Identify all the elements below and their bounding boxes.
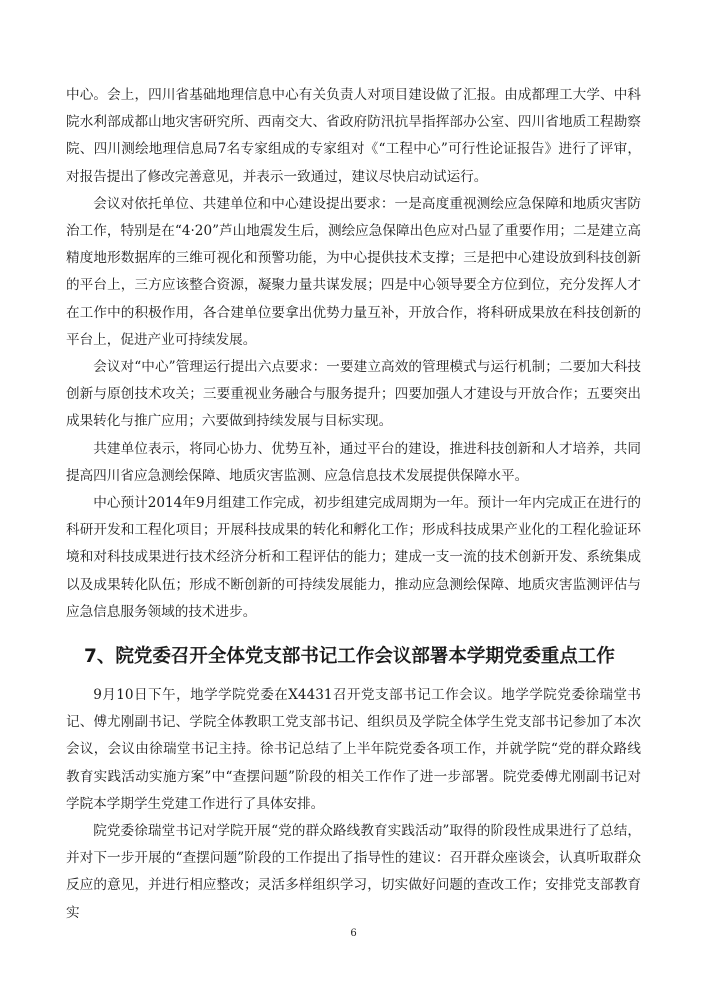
- paragraph-intro-continuation: 中心。会上，四川省基础地理信息中心有关负责人对项目建设做了汇报。由成都理工大学、中科院水利部成都山地灾害研究所、西南交大、省政府防汛抗旱指挥部办公室、四川省地质工程勘察院、四川测绘地理信息局7名专家组成的专家组对《“工程中心”可行性论证报告》进行了评审，对报告提出了修改完善意见，并表示一致通过，建议尽快启动试运行。: [66, 87, 641, 185]
- section-heading: 7、院党委召开全体党支部书记工作会议部署本学期党委重点工作: [84, 646, 615, 668]
- paragraph-party-meeting: 9月10日下午，地学学院党委在X4431召开党支部书记工作会议。地学学院党委徐瑞堂书记、傅尤刚副书记、学院全体教职工党支部书记、组织员及学院全体学生党支部书记参加了本次会议，会议由徐瑞堂书记主持。徐书记总结了上半年院党委各项工作，并就学院“党的群众路线教育实践活动实施方案”中“查摆问题”阶段的相关工作作了进一步部署。院党委傅尤刚副书记对学院本学期学生党建工作进行了具体安排。: [66, 687, 641, 812]
- paragraph-center-schedule: 中心预计2014年9月组建工作完成，初步组建完成周期为一年。预计一年内完成正在进行的科研开发和工程化项目；开展科技成果的转化和孵化工作；形成科技成果产业化的工程化验证环境和对科技成果进行技术经济分析和工程评估的能力；建成一支一流的技术创新开发、系统集成以及成果转化队伍；形成不断创新的可持续发展能力，推动应急测绘保障、地质灾害监测评估与应急信息服务领域的技术进步。: [66, 495, 641, 620]
- paragraph-meeting-requirements: 会议对依托单位、共建单位和中心建设提出要求：一是高度重视测绘应急保障和地质灾害防治工作，特别是在“4·20”芦山地震发生后，测绘应急保障出色应对凸显了重要作用；二是建立高精度地形数据库的三维可视化和预警功能，为中心提供技术支撑；三是把中心建设放到科技创新的平台上，三方应该整合资源，凝聚力量共谋发展；四是中心领导要全方位到位，充分发挥人才在工作中的积极作用，各合建单位要拿出优势力量互补，开放合作，将科研成果放在科技创新的平台上，促进产业可持续发展。: [66, 195, 641, 348]
- paragraph-party-summary: 院党委徐瑞堂书记对学院开展“党的群众路线教育实践活动”取得的阶段性成果进行了总结，并对下一步开展的“查摆问题”阶段的工作提出了指导性的建议：召开群众座谈会，认真听取群众反应的意见，并进行相应整改；灵活多样组织学习，切实做好问题的查改工作；安排党支部教育实: [66, 823, 641, 921]
- page-number: 6: [350, 928, 357, 939]
- paragraph-six-requirements: 会议对“中心”管理运行提出六点要求：一要建立高效的管理模式与运行机制；二要加大科技创新与原创技术攻关；三要重视业务融合与服务提升；四要加强人才建设与开放合作；五要突出成果转化与推广应用；六要做到持续发展与目标实现。: [66, 359, 641, 430]
- page-content: [66, 82, 641, 927]
- paragraphs-after: [66, 682, 641, 927]
- paragraph-partner-statement: 共建单位表示，将同心协力、优势互补，通过平台的建设，推进科技创新和人才培养，共同提高四川省应急测绘保障、地质灾害监测、应急信息技术发展提供保障水平。: [66, 440, 641, 484]
- paragraphs-before: [66, 82, 641, 626]
